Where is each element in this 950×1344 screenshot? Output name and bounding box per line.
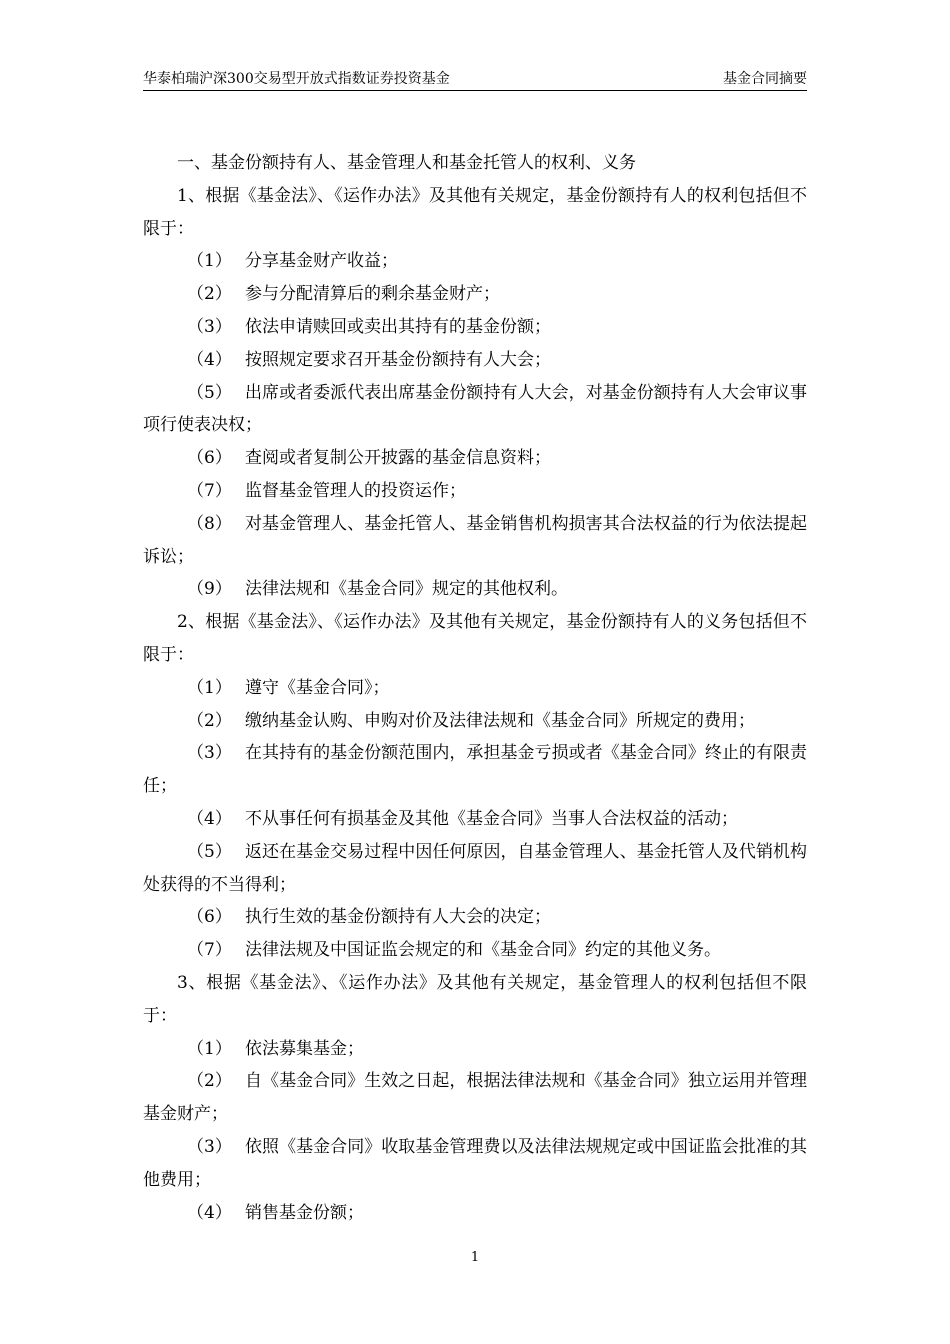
- item-number: （4）: [187, 1202, 232, 1223]
- item-text: 按照规定要求召开基金份额持有人大会；: [245, 349, 551, 370]
- manager-rights-list: [143, 1033, 807, 1230]
- list-item: [143, 836, 807, 902]
- item-number: （1）: [187, 677, 232, 698]
- list-item: [143, 245, 807, 278]
- item-text: 执行生效的基金份额持有人大会的决定；: [245, 907, 551, 928]
- item-text: 法律法规及中国证监会规定的和《基金合同》约定的其他义务。: [245, 940, 721, 961]
- list-item: [143, 344, 807, 377]
- item-text: 缴纳基金认购、申购对价及法律法规和《基金合同》所规定的费用；: [245, 710, 755, 731]
- item-number: （2）: [187, 284, 232, 305]
- item-number: （9）: [187, 579, 232, 600]
- item-number: （4）: [187, 349, 232, 370]
- item-text: 依法募集基金；: [245, 1038, 364, 1059]
- item-text: 销售基金份额；: [245, 1202, 364, 1223]
- list-item: [143, 508, 807, 574]
- section-heading: 一、基金份额持有人、基金管理人和基金托管人的权利、义务: [177, 153, 636, 173]
- item-text: 返还在基金交易过程中因任何原因，自基金管理人、基金托管人及代销机构处获得的不当得利；: [143, 841, 807, 895]
- item-number: （6）: [187, 448, 232, 469]
- item-text: 依法申请赎回或卖出其持有的基金份额；: [245, 316, 551, 337]
- item-number: （6）: [187, 907, 232, 928]
- item-text: 依照《基金合同》收取基金管理费以及法律法规规定或中国证监会批准的其他费用；: [143, 1136, 807, 1190]
- item-number: （8）: [187, 513, 232, 534]
- item-text: 在其持有的基金份额范围内，承担基金亏损或者《基金合同》终止的有限责任；: [143, 743, 807, 797]
- item-text: 法律法规和《基金合同》规定的其他权利。: [245, 579, 568, 600]
- list-item: [143, 377, 807, 443]
- manager-rights-intro: 3、根据《基金法》、《运作办法》及其他有关规定，基金管理人的权利包括但不限于：: [143, 972, 807, 1026]
- page-header: [143, 66, 807, 91]
- item-number: （3）: [187, 316, 232, 337]
- item-number: （4）: [187, 808, 232, 829]
- document-body: [143, 147, 807, 1229]
- item-text: 遵守《基金合同》；: [245, 677, 390, 698]
- list-item: [143, 1033, 807, 1066]
- item-number: （2）: [187, 710, 232, 731]
- item-number: （1）: [187, 251, 232, 272]
- item-text: 参与分配清算后的剩余基金财产；: [245, 284, 500, 305]
- item-number: （5）: [187, 841, 232, 862]
- item-text: 自《基金合同》生效之日起，根据法律法规和《基金合同》独立运用并管理基金财产；: [143, 1071, 807, 1125]
- list-item: [143, 442, 807, 475]
- page-number: 1: [470, 1250, 480, 1265]
- list-item: [143, 803, 807, 836]
- list-item: [143, 705, 807, 738]
- item-number: （7）: [187, 480, 232, 501]
- item-text: 查阅或者复制公开披露的基金信息资料；: [245, 448, 551, 469]
- list-item: [143, 1131, 807, 1197]
- item-text: 出席或者委派代表出席基金份额持有人大会，对基金份额持有人大会审议事项行使表决权；: [143, 382, 807, 436]
- item-text: 不从事任何有损基金及其他《基金合同》当事人合法权益的活动；: [245, 808, 738, 829]
- list-item: [143, 1065, 807, 1131]
- item-number: （3）: [187, 1136, 232, 1157]
- list-item: [143, 1197, 807, 1230]
- list-item: [143, 573, 807, 606]
- holder-rights-intro: 1、根据《基金法》、《运作办法》及其他有关规定，基金份额持有人的权利包括但不限于：: [143, 185, 807, 239]
- list-item: [143, 901, 807, 934]
- item-number: （2）: [187, 1071, 232, 1092]
- list-item: [143, 934, 807, 967]
- list-item: [143, 311, 807, 344]
- holder-obligations-intro: 2、根据《基金法》、《运作办法》及其他有关规定，基金份额持有人的义务包括但不限于：: [143, 612, 807, 665]
- list-item: [143, 737, 807, 803]
- item-text: 监督基金管理人的投资运作；: [245, 480, 466, 501]
- list-item: [143, 672, 807, 705]
- header-fund-name: 华泰柏瑞沪深300交易型开放式指数证券投资基金: [143, 71, 450, 87]
- item-text: 分享基金财产收益；: [245, 251, 398, 272]
- holder-obligations-list: [143, 672, 807, 967]
- list-item: [143, 278, 807, 311]
- list-item: [143, 475, 807, 508]
- holder-rights-list: [143, 245, 807, 606]
- header-section-title: 基金合同摘要: [723, 71, 807, 87]
- item-number: （1）: [187, 1038, 232, 1059]
- item-number: （5）: [187, 382, 232, 403]
- item-number: （7）: [187, 940, 232, 961]
- item-text: 对基金管理人、基金托管人、基金销售机构损害其合法权益的行为依法提起诉讼；: [143, 513, 807, 567]
- item-number: （3）: [187, 743, 232, 764]
